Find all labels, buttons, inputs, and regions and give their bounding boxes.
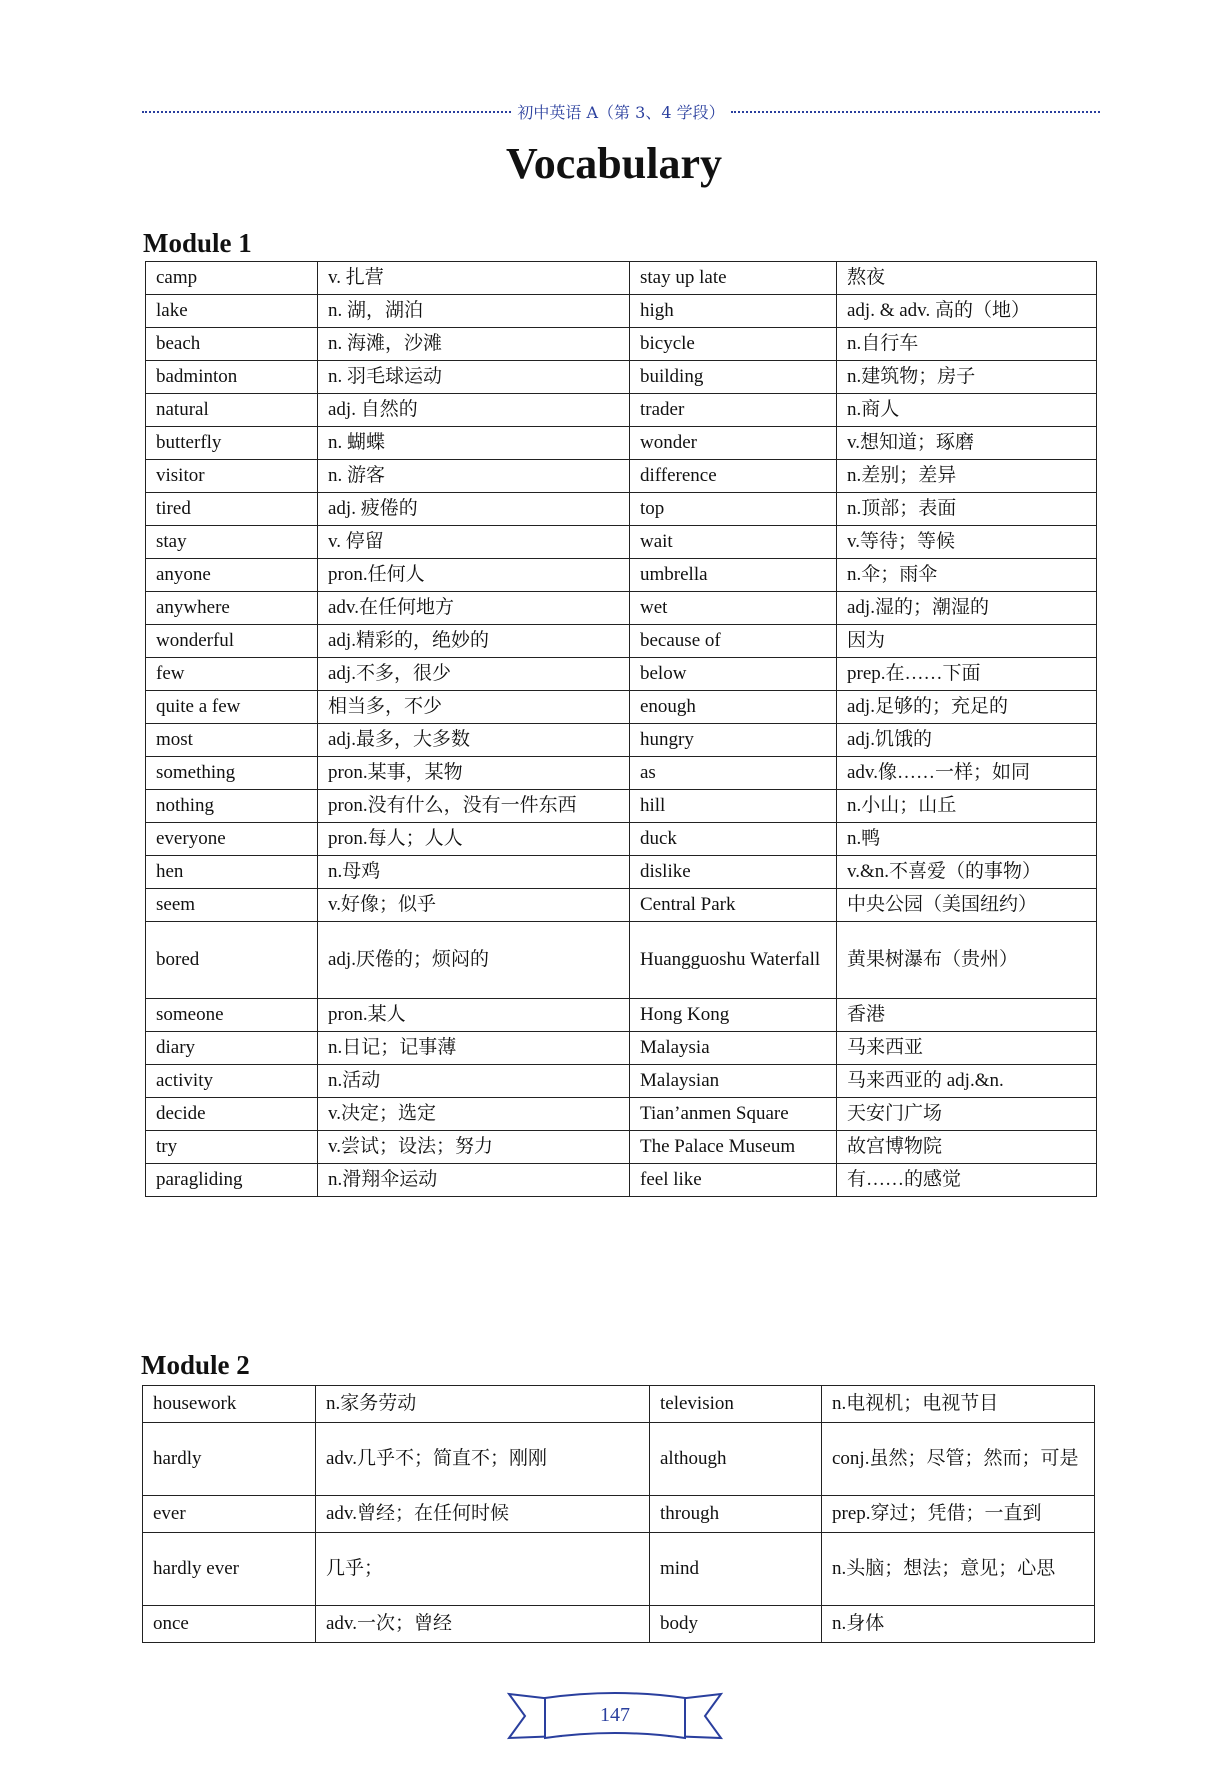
vocab-word-cell: television bbox=[650, 1386, 822, 1423]
vocab-word-cell: everyone bbox=[146, 823, 318, 856]
vocab-word-cell: housework bbox=[143, 1386, 316, 1423]
vocab-word-cell: below bbox=[630, 658, 837, 691]
vocab-meaning-cell: n.身体 bbox=[822, 1606, 1095, 1643]
vocab-word-cell: decide bbox=[146, 1098, 318, 1131]
table-row bbox=[146, 790, 1097, 823]
vocab-meaning-cell: n. 海滩，沙滩 bbox=[318, 328, 630, 361]
vocab-meaning-cell: adv.几乎不；简直不；刚刚 bbox=[316, 1423, 650, 1496]
table-row bbox=[146, 328, 1097, 361]
vocab-meaning-cell: adj.足够的；充足的 bbox=[837, 691, 1097, 724]
vocab-meaning-cell: v.决定；选定 bbox=[318, 1098, 630, 1131]
vocab-meaning-cell: adj.湿的；潮湿的 bbox=[837, 592, 1097, 625]
vocab-meaning-cell: 熬夜 bbox=[837, 262, 1097, 295]
vocab-word-cell: enough bbox=[630, 691, 837, 724]
vocab-word-cell: anyone bbox=[146, 559, 318, 592]
vocab-word-cell: Tian’anmen Square bbox=[630, 1098, 837, 1131]
vocab-word-cell: mind bbox=[650, 1533, 822, 1606]
table-row bbox=[146, 460, 1097, 493]
vocab-word-cell: hill bbox=[630, 790, 837, 823]
header-dotted-line-left bbox=[142, 111, 511, 113]
vocab-meaning-cell: n.顶部；表面 bbox=[837, 493, 1097, 526]
vocab-word-cell: most bbox=[146, 724, 318, 757]
vocab-meaning-cell: n.日记；记事薄 bbox=[318, 1032, 630, 1065]
page-number: 147 bbox=[600, 1704, 630, 1726]
table-row bbox=[146, 262, 1097, 295]
module-1-vocab-table bbox=[145, 261, 1097, 1197]
vocab-meaning-cell: pron.没有什么，没有一件东西 bbox=[318, 790, 630, 823]
vocab-meaning-cell: prep.在……下面 bbox=[837, 658, 1097, 691]
vocab-meaning-cell: adv.曾经；在任何时候 bbox=[316, 1496, 650, 1533]
vocab-meaning-cell: 有……的感觉 bbox=[837, 1164, 1097, 1197]
page-number-ribbon bbox=[505, 1686, 725, 1746]
vocab-word-cell: feel like bbox=[630, 1164, 837, 1197]
vocab-meaning-cell: n. 游客 bbox=[318, 460, 630, 493]
vocab-meaning-cell: adv.在任何地方 bbox=[318, 592, 630, 625]
vocab-word-cell: visitor bbox=[146, 460, 318, 493]
table-row bbox=[146, 889, 1097, 922]
vocab-word-cell: natural bbox=[146, 394, 318, 427]
vocab-meaning-cell: n.伞；雨伞 bbox=[837, 559, 1097, 592]
vocab-word-cell: wonder bbox=[630, 427, 837, 460]
header-text: 初中英语 A（第 3、4 学段） bbox=[517, 103, 725, 122]
vocab-word-cell: bored bbox=[146, 922, 318, 999]
table-row bbox=[146, 592, 1097, 625]
vocab-word-cell: tired bbox=[146, 493, 318, 526]
vocab-meaning-cell: pron.某事，某物 bbox=[318, 757, 630, 790]
table-row bbox=[146, 823, 1097, 856]
vocab-word-cell: activity bbox=[146, 1065, 318, 1098]
vocab-word-cell: difference bbox=[630, 460, 837, 493]
vocab-word-cell: duck bbox=[630, 823, 837, 856]
vocab-word-cell: although bbox=[650, 1423, 822, 1496]
table-row bbox=[143, 1386, 1095, 1423]
vocab-word-cell: as bbox=[630, 757, 837, 790]
vocab-meaning-cell: v.好像；似乎 bbox=[318, 889, 630, 922]
table-row bbox=[146, 1032, 1097, 1065]
vocab-word-cell: badminton bbox=[146, 361, 318, 394]
vocab-meaning-cell: 故宫博物院 bbox=[837, 1131, 1097, 1164]
table-row bbox=[143, 1533, 1095, 1606]
vocab-word-cell: wet bbox=[630, 592, 837, 625]
vocab-word-cell: wonderful bbox=[146, 625, 318, 658]
vocab-meaning-cell: 天安门广场 bbox=[837, 1098, 1097, 1131]
vocab-meaning-cell: pron.每人；人人 bbox=[318, 823, 630, 856]
table-row bbox=[146, 361, 1097, 394]
vocab-meaning-cell: 香港 bbox=[837, 999, 1097, 1032]
vocab-meaning-cell: adj. 疲倦的 bbox=[318, 493, 630, 526]
module-2-title: Module 2 bbox=[141, 1350, 250, 1380]
vocab-meaning-cell: prep.穿过；凭借；一直到 bbox=[822, 1496, 1095, 1533]
vocab-meaning-cell: adj.饥饿的 bbox=[837, 724, 1097, 757]
vocab-word-cell: Malaysian bbox=[630, 1065, 837, 1098]
vocab-meaning-cell: conj.虽然；尽管；然而；可是 bbox=[822, 1423, 1095, 1496]
vocab-meaning-cell: n.电视机；电视节目 bbox=[822, 1386, 1095, 1423]
vocab-word-cell: stay bbox=[146, 526, 318, 559]
vocab-meaning-cell: 几乎； bbox=[316, 1533, 650, 1606]
vocab-word-cell: umbrella bbox=[630, 559, 837, 592]
table-row bbox=[146, 1164, 1097, 1197]
vocab-meaning-cell: n.自行车 bbox=[837, 328, 1097, 361]
vocab-meaning-cell: adj.厌倦的；烦闷的 bbox=[318, 922, 630, 999]
table-row bbox=[146, 559, 1097, 592]
vocab-meaning-cell: v.等待；等候 bbox=[837, 526, 1097, 559]
table-row bbox=[146, 856, 1097, 889]
table-row bbox=[146, 493, 1097, 526]
table-row bbox=[146, 427, 1097, 460]
vocab-word-cell: seem bbox=[146, 889, 318, 922]
vocab-word-cell: bicycle bbox=[630, 328, 837, 361]
vocab-word-cell: nothing bbox=[146, 790, 318, 823]
vocab-word-cell: building bbox=[630, 361, 837, 394]
vocab-meaning-cell: v. 扎营 bbox=[318, 262, 630, 295]
vocab-meaning-cell: pron.某人 bbox=[318, 999, 630, 1032]
vocab-meaning-cell: n. 湖，湖泊 bbox=[318, 295, 630, 328]
table-row bbox=[146, 757, 1097, 790]
vocab-meaning-cell: adj.精彩的，绝妙的 bbox=[318, 625, 630, 658]
table-row bbox=[143, 1496, 1095, 1533]
vocab-word-cell: body bbox=[650, 1606, 822, 1643]
vocab-meaning-cell: adj.最多，大多数 bbox=[318, 724, 630, 757]
vocab-meaning-cell: v. 停留 bbox=[318, 526, 630, 559]
vocab-meaning-cell: adj.不多，很少 bbox=[318, 658, 630, 691]
vocab-word-cell: hen bbox=[146, 856, 318, 889]
table-row bbox=[146, 1098, 1097, 1131]
vocab-meaning-cell: n.活动 bbox=[318, 1065, 630, 1098]
vocab-word-cell: try bbox=[146, 1131, 318, 1164]
vocab-word-cell: something bbox=[146, 757, 318, 790]
vocab-meaning-cell: 马来西亚的 adj.&n. bbox=[837, 1065, 1097, 1098]
table-row bbox=[143, 1423, 1095, 1496]
vocab-word-cell: top bbox=[630, 493, 837, 526]
running-header bbox=[142, 100, 1100, 123]
vocab-meaning-cell: n.建筑物；房子 bbox=[837, 361, 1097, 394]
vocab-word-cell: because of bbox=[630, 625, 837, 658]
table-row bbox=[146, 394, 1097, 427]
vocab-word-cell: diary bbox=[146, 1032, 318, 1065]
vocab-word-cell: Malaysia bbox=[630, 1032, 837, 1065]
vocab-meaning-cell: n.商人 bbox=[837, 394, 1097, 427]
vocab-word-cell: The Palace Museum bbox=[630, 1131, 837, 1164]
table-row bbox=[146, 1131, 1097, 1164]
vocab-meaning-cell: adj. & adv. 高的（地） bbox=[837, 295, 1097, 328]
vocab-word-cell: high bbox=[630, 295, 837, 328]
vocab-meaning-cell: n.头脑；想法；意见；心思 bbox=[822, 1533, 1095, 1606]
vocab-meaning-cell: 马来西亚 bbox=[837, 1032, 1097, 1065]
vocab-meaning-cell: n. 羽毛球运动 bbox=[318, 361, 630, 394]
vocab-meaning-cell: n. 蝴蝶 bbox=[318, 427, 630, 460]
vocab-meaning-cell: n.家务劳动 bbox=[316, 1386, 650, 1423]
page-title: Vocabulary bbox=[506, 139, 722, 188]
vocab-word-cell: hardly ever bbox=[143, 1533, 316, 1606]
vocab-word-cell: beach bbox=[146, 328, 318, 361]
vocab-word-cell: ever bbox=[143, 1496, 316, 1533]
vocab-word-cell: camp bbox=[146, 262, 318, 295]
vocab-word-cell: stay up late bbox=[630, 262, 837, 295]
vocab-meaning-cell: n.差别；差异 bbox=[837, 460, 1097, 493]
table-row bbox=[143, 1606, 1095, 1643]
header-dotted-line-right bbox=[731, 111, 1100, 113]
vocab-meaning-cell: adv.一次；曾经 bbox=[316, 1606, 650, 1643]
vocab-word-cell: dislike bbox=[630, 856, 837, 889]
vocab-word-cell: paragliding bbox=[146, 1164, 318, 1197]
module-1-title: Module 1 bbox=[143, 228, 252, 258]
vocab-word-cell: wait bbox=[630, 526, 837, 559]
vocab-word-cell: trader bbox=[630, 394, 837, 427]
vocab-meaning-cell: adj. 自然的 bbox=[318, 394, 630, 427]
module-2-vocab-table bbox=[142, 1385, 1095, 1643]
table-row bbox=[146, 724, 1097, 757]
vocab-word-cell: Huangguoshu Waterfall bbox=[630, 922, 837, 999]
vocab-word-cell: someone bbox=[146, 999, 318, 1032]
vocab-word-cell: quite a few bbox=[146, 691, 318, 724]
table-row bbox=[146, 922, 1097, 999]
vocab-word-cell: few bbox=[146, 658, 318, 691]
vocab-meaning-cell: v.&n.不喜爱（的事物） bbox=[837, 856, 1097, 889]
vocab-meaning-cell: adv.像……一样；如同 bbox=[837, 757, 1097, 790]
vocab-meaning-cell: n.鸭 bbox=[837, 823, 1097, 856]
vocab-word-cell: hardly bbox=[143, 1423, 316, 1496]
vocab-meaning-cell: pron.任何人 bbox=[318, 559, 630, 592]
vocab-meaning-cell: v.尝试；设法；努力 bbox=[318, 1131, 630, 1164]
vocab-meaning-cell: n.小山；山丘 bbox=[837, 790, 1097, 823]
table-row bbox=[146, 691, 1097, 724]
table-row bbox=[146, 625, 1097, 658]
vocab-word-cell: once bbox=[143, 1606, 316, 1643]
table-row bbox=[146, 295, 1097, 328]
vocab-meaning-cell: 因为 bbox=[837, 625, 1097, 658]
table-row bbox=[146, 526, 1097, 559]
vocab-meaning-cell: 黄果树瀑布（贵州） bbox=[837, 922, 1097, 999]
vocab-meaning-cell: v.想知道；琢磨 bbox=[837, 427, 1097, 460]
vocab-word-cell: anywhere bbox=[146, 592, 318, 625]
table-row bbox=[146, 999, 1097, 1032]
table-row bbox=[146, 658, 1097, 691]
vocab-word-cell: butterfly bbox=[146, 427, 318, 460]
vocab-word-cell: through bbox=[650, 1496, 822, 1533]
vocab-meaning-cell: 相当多，不少 bbox=[318, 691, 630, 724]
vocab-meaning-cell: 中央公园（美国纽约） bbox=[837, 889, 1097, 922]
table-row bbox=[146, 1065, 1097, 1098]
vocab-word-cell: hungry bbox=[630, 724, 837, 757]
vocab-meaning-cell: n.滑翔伞运动 bbox=[318, 1164, 630, 1197]
vocab-word-cell: lake bbox=[146, 295, 318, 328]
vocab-word-cell: Hong Kong bbox=[630, 999, 837, 1032]
vocab-meaning-cell: n.母鸡 bbox=[318, 856, 630, 889]
vocab-word-cell: Central Park bbox=[630, 889, 837, 922]
